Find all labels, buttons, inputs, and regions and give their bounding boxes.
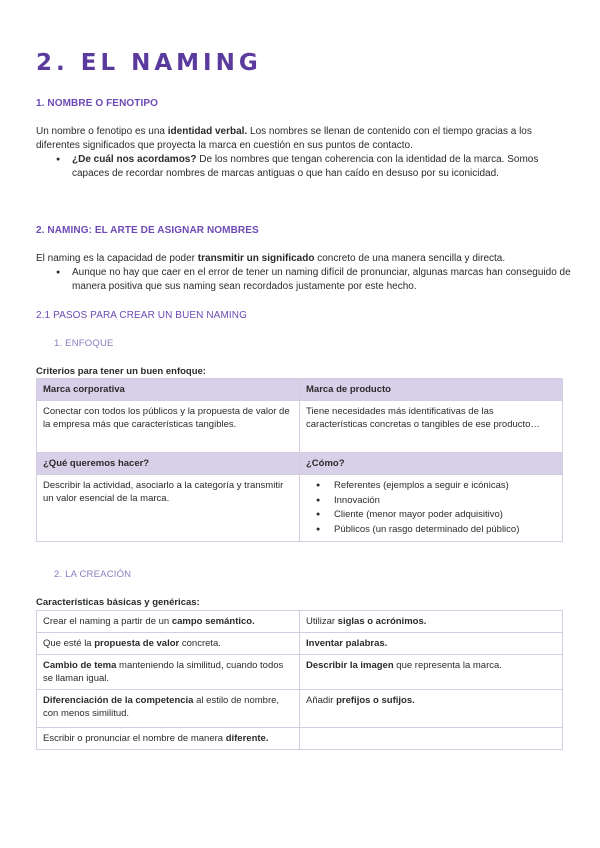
header-cell: ¿Cómo?	[300, 453, 563, 475]
text: concreto de una manera sencilla y directa.	[314, 253, 506, 264]
table-cell	[37, 728, 300, 750]
text: Utilizar	[306, 616, 338, 627]
table-creacion	[36, 610, 563, 750]
text: concreta.	[179, 638, 221, 649]
table-cell	[300, 611, 563, 633]
text: Que esté la	[43, 638, 95, 649]
bold-text: Cambio de tema	[43, 660, 117, 671]
table-header-row	[37, 453, 563, 475]
como-list	[306, 479, 556, 537]
bold-text: Inventar palabras.	[306, 638, 388, 649]
header-cell: Marca de producto	[300, 379, 563, 401]
bold-text: prefijos o sufijos.	[336, 695, 415, 706]
bullet-acordamos	[56, 153, 572, 181]
table-row	[37, 611, 563, 633]
table-cell	[37, 655, 300, 690]
section-heading-2: 2. NAMING: EL ARTE DE ASIGNAR NOMBRES	[36, 225, 259, 236]
list-item: ● Innovación	[334, 494, 556, 509]
text: Añadir	[306, 695, 337, 706]
header-cell: Marca corporativa	[37, 379, 300, 401]
table-cell	[300, 633, 563, 655]
table-row	[37, 633, 563, 655]
subsection-heading: 2.1 PASOS PARA CREAR UN BUEN NAMING	[36, 310, 247, 321]
step-enfoque: 1. ENFOQUE	[54, 338, 114, 349]
table-row	[37, 401, 563, 453]
text: El naming es la capacidad de poder	[36, 253, 198, 264]
paragraph-naming	[36, 252, 564, 266]
header-cell: ¿Qué queremos hacer?	[37, 453, 300, 475]
bold-text: identidad verbal.	[167, 126, 248, 137]
caption-creacion: Características básicas y genéricas:	[36, 597, 200, 608]
bullet-pronunciar: ● Aunque no hay que caer en el error de tener un naming difícil de pronunciar, algunas marcas han conseguido de manera positiva que sus naming sean recordados justamente por este hecho.	[56, 266, 572, 294]
table-cell: Conectar con todos los públicos y la propuesta de valor de la empresa más que características tangibles.	[37, 401, 300, 453]
list-item: ● Públicos (un rasgo determinado del público)	[334, 523, 556, 538]
caption-enfoque: Criterios para tener un buen enfoque:	[36, 366, 206, 377]
table-cell	[300, 728, 563, 750]
table-row	[37, 475, 563, 542]
table-cell	[300, 690, 563, 728]
bold-text: propuesta de valor	[94, 638, 180, 649]
bold-text: diferente.	[225, 733, 269, 744]
table-enfoque	[36, 378, 563, 542]
table-cell: Describir la actividad, asociarlo a la categoría y transmitir un valor esencial de la marca.	[37, 475, 300, 542]
list-item: ● Cliente (menor mayor poder adquisitivo)	[334, 508, 556, 523]
text: Un nombre o fenotipo es una	[36, 126, 168, 137]
text: al estilo de nombre, con menos similitud.	[43, 695, 280, 719]
table-cell: Tiene necesidades más identificativas de las características concretas o tangibles de ese producto…	[300, 401, 563, 453]
table-cell	[300, 475, 563, 542]
bold-text: Describir la imagen	[306, 660, 394, 671]
list-item: ● Referentes (ejemplos a seguir e icónicas)	[334, 479, 556, 494]
text: que representa la marca.	[393, 660, 502, 671]
text: manteniendo la similitud, cuando todos se llaman igual.	[43, 660, 284, 684]
table-row	[37, 690, 563, 728]
section-heading-1: 1. NOMBRE O FENOTIPO	[36, 98, 159, 109]
table-row	[37, 728, 563, 750]
text: Crear el naming a partir de un	[43, 616, 172, 627]
table-cell	[37, 633, 300, 655]
text: De los nombres que tengan coherencia con la identidad de la marca. Somos capaces de recordar nombres de marcas antiguas o que han caído en desuso por su iconicidad.	[72, 154, 539, 179]
paragraph-fenotipo	[36, 125, 564, 153]
table-row	[37, 655, 563, 690]
bold-text: Diferenciación de la competencia	[43, 695, 194, 706]
step-creacion: 2. LA CREACIÓN	[54, 569, 132, 580]
bold-text: ¿De cuál nos acordamos?	[72, 154, 197, 165]
text: Los nombres se llenan de contenido con el tiempo gracias a los diferentes significados que proyecta la marca en cuestión en sus puntos de contacto.	[36, 126, 532, 151]
table-cell	[300, 655, 563, 690]
bold-text: siglas o acrónimos.	[337, 616, 427, 627]
table-header-row	[37, 379, 563, 401]
bold-text: transmitir un significado	[197, 253, 315, 264]
bold-text: campo semántico.	[171, 616, 255, 627]
table-cell	[37, 611, 300, 633]
text: Escribir o pronunciar el nombre de manera	[43, 733, 226, 744]
page-title: 2. EL NAMING	[36, 50, 262, 76]
table-cell	[37, 690, 300, 728]
